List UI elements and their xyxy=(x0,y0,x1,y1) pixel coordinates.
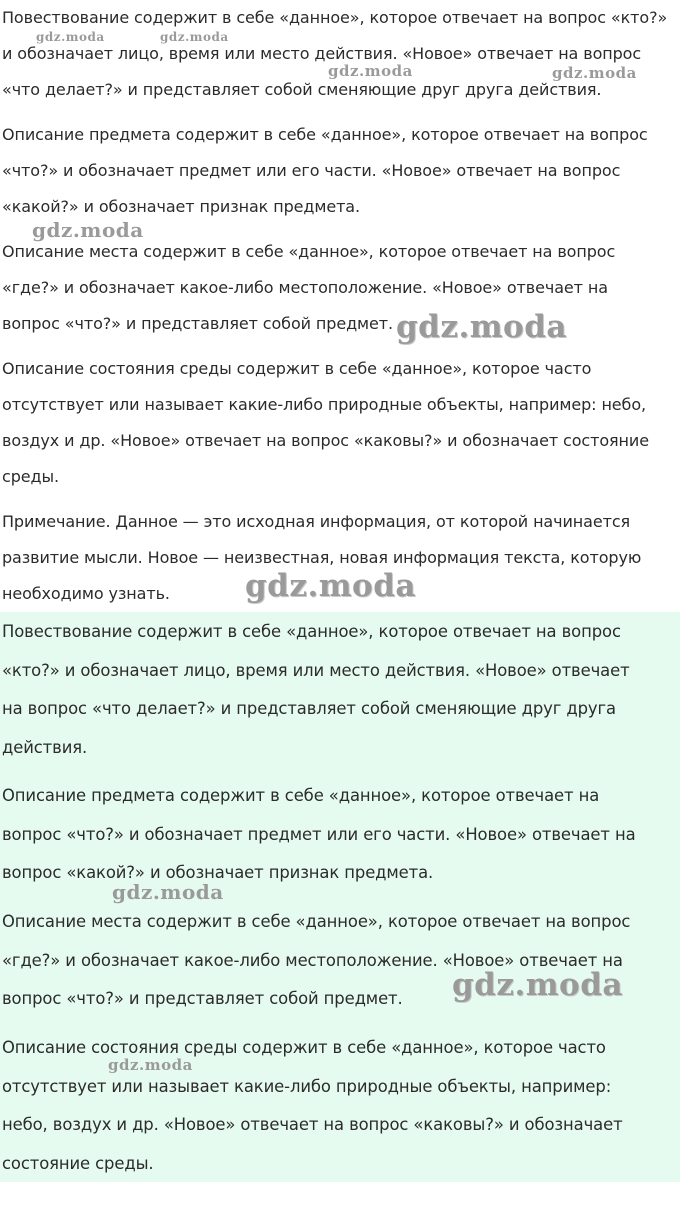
watermark-logo: gdz.moda xyxy=(36,30,105,44)
paragraph-note: Примечание. Данное — это исходная информация, от которой начинается развитие мысли. Новое — неизвестная, новая информация текста, которую необходимо узнать. xyxy=(2,512,642,603)
highlighted-paragraph-object-description: Описание предмета содержит в себе «данное», которое отвечает на вопрос «что?» и обозначает предмет или его части. «Новое» отвечает на вопрос «какой?» и обозначает признак предмета. xyxy=(2,786,636,882)
highlighted-paragraph-environment-description: Описание состояния среды содержит в себе «данное», которое часто отсутствует или называет какие-либо природные объекты, например: небо, воздух и др. «Новое» отвечает на вопрос «каковы?» и обозначает состояние среды. xyxy=(2,1038,623,1173)
paragraph-narration: Повествование содержит в себе «данное», которое отвечает на вопрос «кто?» и обозначает лицо, время или место действия. «Новое» отвечает на вопрос «что делает?» и представляет собой сменяющие друг друга действия. xyxy=(2,8,668,99)
paragraph-environment-description: Описание состояния среды содержит в себе «данное», которое часто отсутствует или называет какие-либо природные объекты, например: небо, воздух и др. «Новое» отвечает на вопрос «каковы?» и обозначает состояние среды. xyxy=(2,359,649,486)
paragraph-place-description: Описание места содержит в себе «данное», которое отвечает на вопрос «где?» и обозначает какое-либо местоположение. «Новое» отвечает на вопрос «что?» и представляет собой предмет. xyxy=(2,242,616,333)
watermark-logo: gdz.moda xyxy=(552,64,637,82)
watermark-logo: gdz.moda xyxy=(328,62,413,80)
watermark-logo: gdz.moda xyxy=(160,30,229,44)
watermark-logo: gdz.moda xyxy=(32,218,144,242)
watermark-logo: gdz.moda xyxy=(108,1056,193,1074)
watermark-logo: gdz.moda xyxy=(452,967,623,1003)
watermark-logo: gdz.moda xyxy=(112,880,224,904)
paragraph-object-description: Описание предмета содержит в себе «данное», которое отвечает на вопрос «что?» и обозначает предмет или его части. «Новое» отвечает на вопрос «какой?» и обозначает признак предмета. xyxy=(2,125,648,216)
highlighted-paragraph-place-description: Описание места содержит в себе «данное», которое отвечает на вопрос «где?» и обозначает какое-либо местоположение. «Новое» отвечает на вопрос «что?» и представляет собой предмет. xyxy=(2,912,631,1008)
highlighted-paragraph-narration: Повествование содержит в себе «данное», которое отвечает на вопрос «кто?» и обозначает лицо, время или место действия. «Новое» отвечает на вопрос «что делает?» и представляет собой сменяющие друг друга действия. xyxy=(2,622,630,757)
watermark-logo: gdz.moda xyxy=(396,309,567,345)
watermark-logo: gdz.moda xyxy=(245,568,416,604)
